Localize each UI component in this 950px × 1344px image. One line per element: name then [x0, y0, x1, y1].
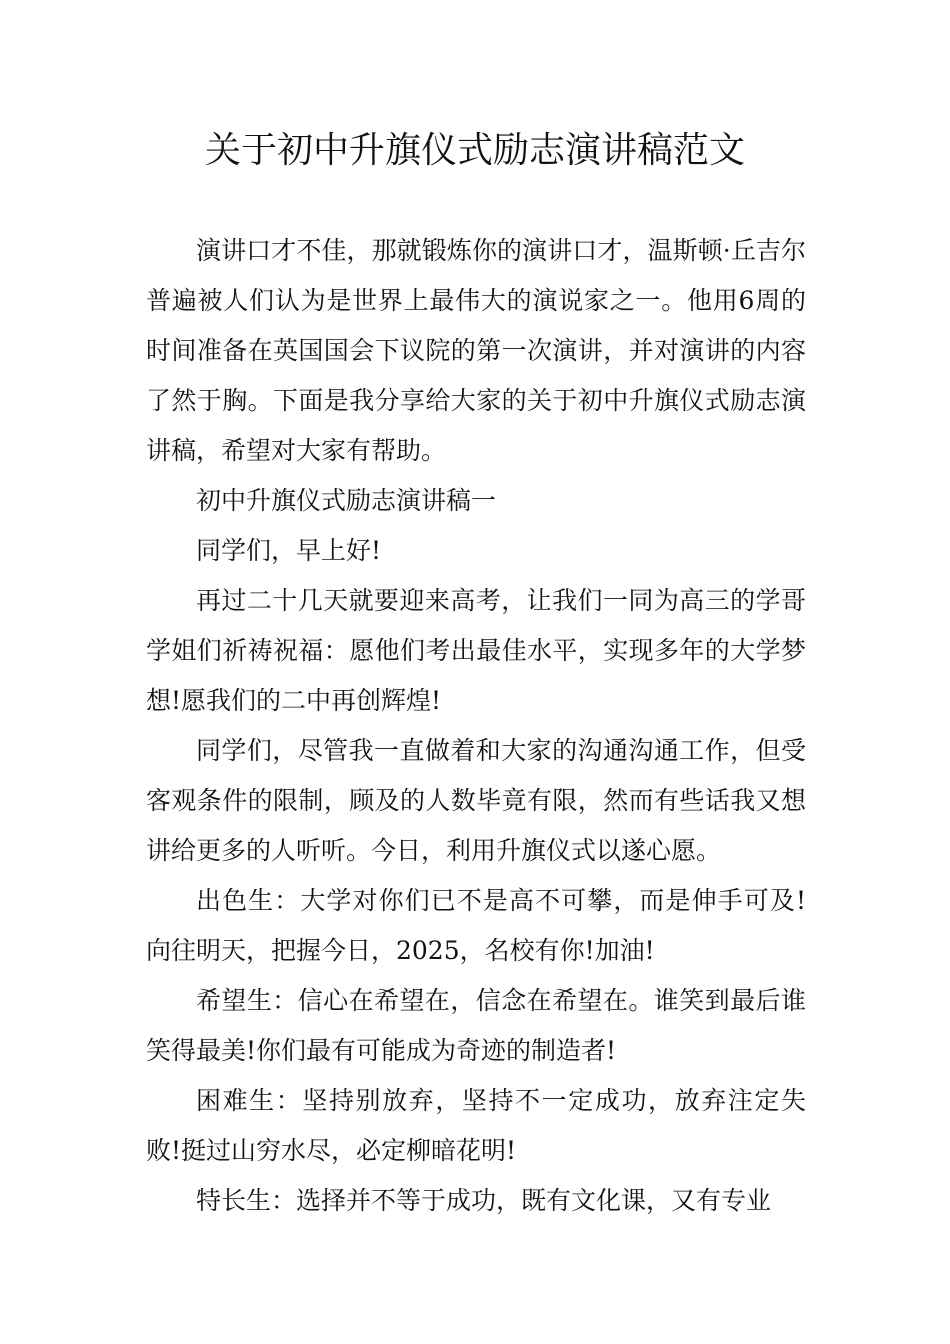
- document-title: 关于初中升旗仪式励志演讲稿范文: [204, 130, 745, 171]
- paragraph-section-heading: 初中升旗仪式励志演讲稿一: [196, 486, 497, 515]
- paragraph-struggling-students: 困难生：坚持别放弃，坚持不一定成功，放弃注定失败!挺过山穷水尽，必定柳暗花明!: [146, 1086, 806, 1165]
- paragraph-exam-wishes: 再过二十几天就要迎来高考，让我们一同为高三的学哥学姐们祈祷祝福：愿他们考出最佳水平，实现多年的大学梦想!愿我们的二中再创辉煌!: [146, 586, 806, 715]
- document-body: [146, 226, 806, 1226]
- paragraph-greeting: 同学们，早上好!: [196, 536, 382, 565]
- paragraph-intro: 演讲口才不佳，那就锻炼你的演讲口才，温斯顿·丘吉尔普遍被人们认为是世界上最伟大的演说家之一。他用6周的时间准备在英国国会下议院的第一次演讲，并对演讲的内容了然于胸。下面是我分享给大家的关于初中升旗仪式励志演讲稿，希望对大家有帮助。: [146, 236, 806, 465]
- paragraph-communication: 同学们，尽管我一直做着和大家的沟通沟通工作，但受客观条件的限制，顾及的人数毕竟有限，然而有些话我又想讲给更多的人听听。今日，利用升旗仪式以遂心愿。: [146, 736, 806, 865]
- paragraph-hopeful-students: 希望生：信心在希望在，信念在希望在。谁笑到最后谁笑得最美!你们最有可能成为奇迹的制造者!: [146, 986, 806, 1065]
- paragraph-excellent-students: 出色生：大学对你们已不是高不可攀，而是伸手可及!向往明天，把握今日，2025，名校有你!加油!: [146, 886, 806, 965]
- paragraph-talented-students: 特长生：选择并不等于成功，既有文化课，又有专业: [196, 1186, 772, 1215]
